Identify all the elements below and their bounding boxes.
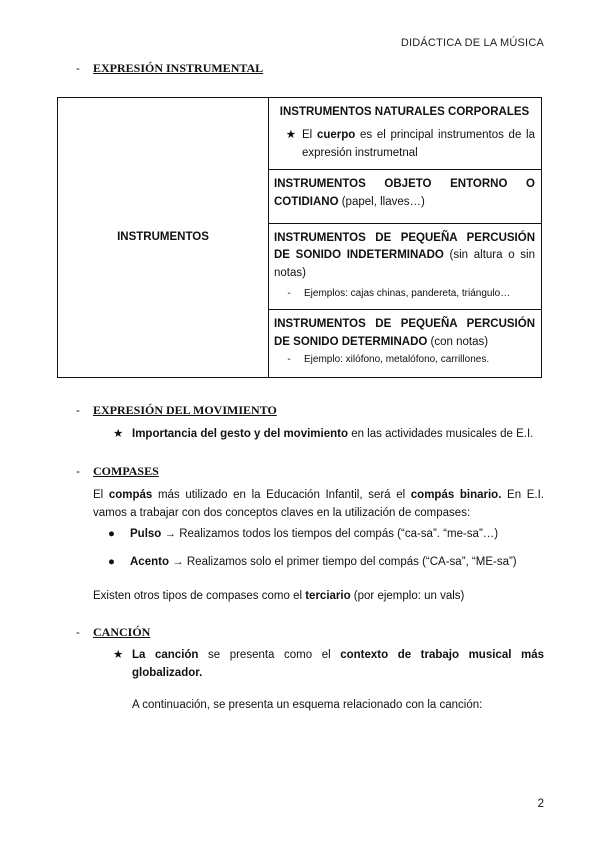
star-icon: ★	[285, 128, 296, 141]
instruments-table	[57, 97, 542, 378]
bullet-pulso	[93, 526, 544, 544]
row-example: Ejemplos: cajas chinas, pandereta, triángulo…	[304, 288, 511, 300]
row-text: (sin altura o sin notas)	[274, 249, 535, 280]
cancion-next	[113, 697, 544, 715]
document-header: DIDÁCTICA DE LA MÚSICA	[400, 37, 544, 49]
row-text: (con notas)	[427, 335, 489, 348]
row-title: INSTRUMENTOS NATURALES CORPORALES	[279, 106, 530, 118]
star-icon: ★	[113, 428, 124, 440]
point-text: La canción se presenta como el contexto de trabajo musical más globalizador.	[132, 649, 544, 679]
sub-dash: -	[287, 288, 291, 300]
section-dash: -	[76, 63, 80, 75]
sub-dash: -	[287, 353, 291, 365]
row-text: El cuerpo es el principal instrumentos de la expresión instrumetnal	[302, 128, 536, 159]
row-title: INSTRUMENTOS DE PEQUEÑA PERCUSIÓN DE SONIDO DETERMINADO	[274, 318, 535, 348]
table-row-objeto	[269, 170, 542, 223]
section-compases	[76, 462, 544, 482]
missing-glyph-icon	[113, 697, 132, 715]
section-dash: -	[76, 466, 80, 478]
section-title: COMPASES	[93, 464, 159, 478]
table-left-label: INSTRUMENTOS	[58, 98, 269, 378]
section-cancion	[76, 623, 544, 643]
point-text: Importancia del gesto y del movimiento en las actividades musicales de E.I.	[132, 428, 534, 440]
section-title: CANCIÓN	[93, 625, 151, 639]
row-title: INSTRUMENTOS OBJETO ENTORNO O COTIDIANO	[274, 178, 535, 209]
compases-other: Existen otros tipos de compases como el terciario (por ejemplo: un vals)	[93, 590, 465, 602]
cancion-point	[113, 647, 544, 683]
bullet-text: Acento → Realizamos solo el primer tiempo del compás (“CA-sa”, “ME-sa”)	[130, 556, 517, 568]
table-row-naturales	[269, 98, 542, 170]
bullet-icon: ●	[108, 528, 115, 540]
table-row-indeterminado	[269, 223, 542, 310]
section-title: EXPRESIÓN DEL MOVIMIENTO	[93, 403, 277, 417]
star-icon: ★	[113, 649, 124, 661]
section-dash: -	[76, 627, 80, 639]
row-example: Ejemplo: xilófono, metalófono, carrillones.	[304, 353, 490, 365]
compases-intro: El compás más utilizado en la Educación Infantil, será el compás binario. En E.I. vamos a trabajar con dos conceptos claves en la utilización de compases:	[93, 489, 544, 519]
bullet-icon: ●	[108, 556, 115, 568]
section-expresion-instrumental	[76, 59, 544, 79]
section-title: EXPRESIÓN INSTRUMENTAL	[93, 61, 264, 75]
section-expresion-movimiento	[76, 401, 544, 421]
table-row-determinado	[269, 310, 542, 378]
bullet-acento	[93, 554, 544, 572]
row-title: INSTRUMENTOS DE PEQUEÑA PERCUSIÓN DE SONIDO INDETERMINADO	[274, 231, 535, 262]
next-text: A continuación, se presenta un esquema relacionado con la canción:	[132, 699, 483, 711]
row-text: (papel, llaves…)	[338, 196, 425, 209]
bullet-text: Pulso → Realizamos todos los tiempos del compás (“ca-sa”. “me-sa”…)	[130, 528, 499, 540]
movimiento-point	[113, 426, 544, 444]
page-number: 2	[537, 798, 544, 810]
section-dash: -	[76, 405, 80, 417]
